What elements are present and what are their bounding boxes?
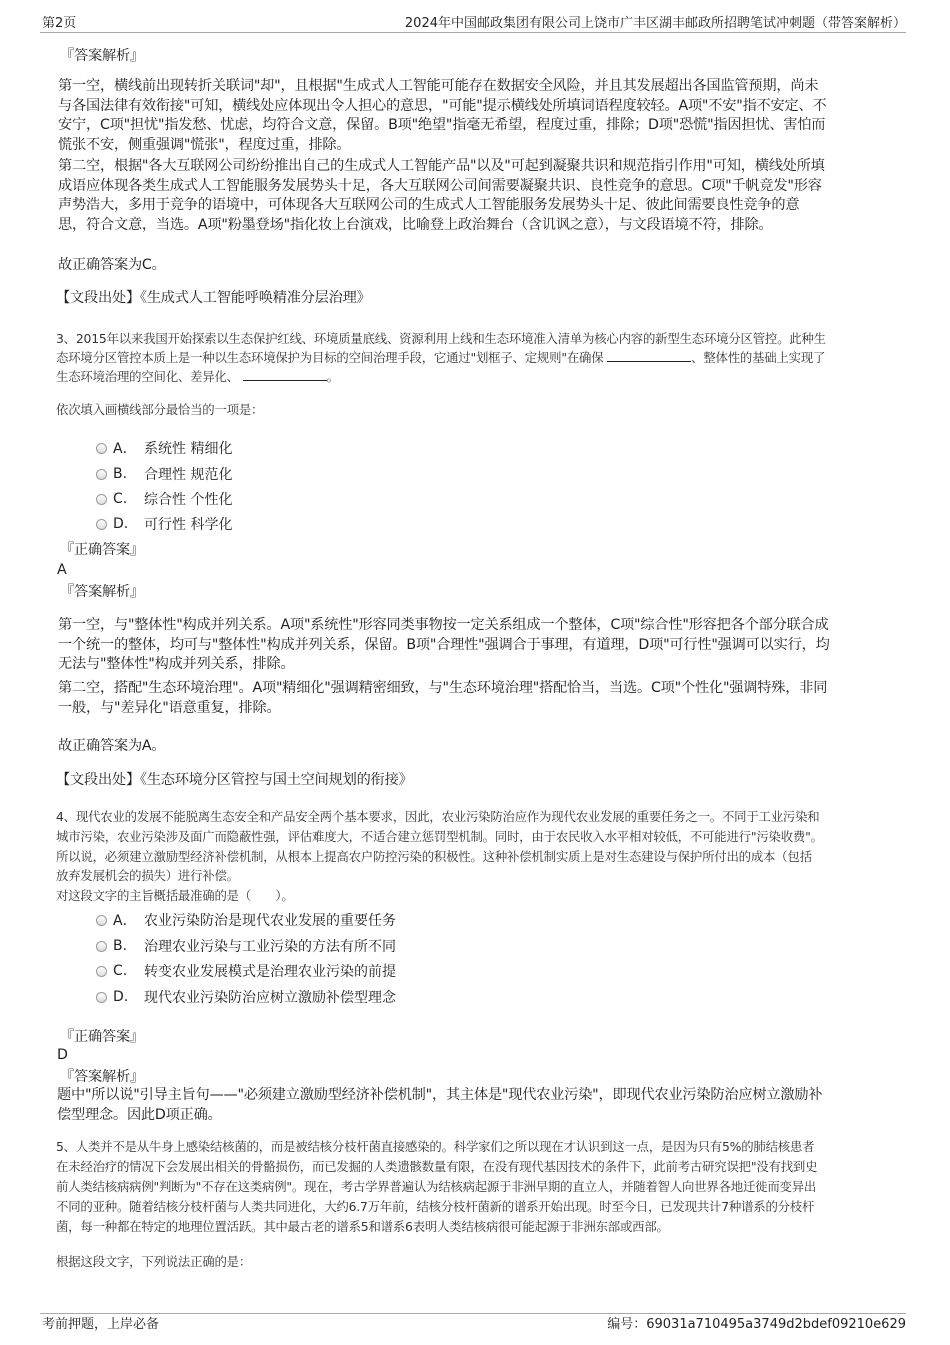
radio-button[interactable] <box>96 494 107 505</box>
stem-line: 、整体性的基础上实现了 <box>691 350 826 366</box>
option-text: 转变农业发展模式是治理农业污染的前提 <box>144 964 396 980</box>
correct-answer: D <box>57 1047 68 1063</box>
analysis-paragraph <box>57 1086 822 1125</box>
footer-slogan: 考前押题，上岸必备 <box>42 1317 160 1332</box>
stem-line: 3、2015年以来我国开始探索以生态保护红线、环境质量底线、资源利用上线和生态环境准入清单为核心内容的新型生态环境分区管控。此种生 <box>56 331 826 346</box>
question-prompt <box>56 1252 251 1271</box>
analysis-paragraph <box>58 679 827 718</box>
source-citation <box>56 771 413 791</box>
text-line: 题中"所以说"引导主旨句——"必须建立激励型经济补偿机制"，其主体是"现代农业污染"，即现代农业污染防治应树立激励补 <box>57 1087 823 1103</box>
page-number: 第2页 <box>42 16 77 31</box>
fill-blank <box>607 349 691 362</box>
text-line: 【文段出处】《生态环境分区管控与国土空间规划的衔接》 <box>56 772 413 788</box>
option-letter: A． <box>113 913 137 929</box>
text-line: 放弃发展机会的损失）进行补偿。 <box>56 868 239 884</box>
fill-blank <box>243 368 327 381</box>
question-stem <box>56 807 823 906</box>
text-line: 故正确答案为A。 <box>58 738 166 754</box>
text-line: 对这段文字的主旨概括最准确的是（ ）。 <box>56 888 294 904</box>
radio-button[interactable] <box>96 992 107 1003</box>
correct-answer: A <box>57 562 67 578</box>
option-letter: D. <box>113 989 129 1005</box>
correct-answer-label: 『正确答案』 <box>60 542 144 558</box>
analysis-label: 『答案解析』 <box>60 48 144 64</box>
option-text: 综合性 个性化 <box>144 492 233 508</box>
text-line: 慌张不安，侧重强调"慌张"，程度过重，排除。 <box>58 136 351 153</box>
text-line: 第二空，根据"各大互联网公司纷纷推出自己的生成式人工智能产品"以及"可起到凝聚共识和规范指引作用"可知，横线处所填 <box>58 158 825 174</box>
source-citation <box>56 289 371 309</box>
question-stem <box>56 329 826 387</box>
option-letter: B. <box>113 466 128 482</box>
text-line: 根据这段文字，下列说法正确的是： <box>56 1254 252 1269</box>
text-line: 声势浩大，多用于竞争的语境中，可体现各大互联网公司的生成式人工智能服务发展势头十足、彼此间需要良性竞争的意 <box>58 197 800 214</box>
radio-button[interactable] <box>96 469 107 480</box>
stem-line: 生态环境治理的空间化、差异化、 <box>56 369 243 385</box>
header-divider <box>40 32 906 33</box>
question-stem <box>56 1137 817 1237</box>
option-text: 合理性 规范化 <box>144 467 233 483</box>
option-b[interactable] <box>96 464 232 484</box>
option-a[interactable] <box>96 438 232 458</box>
option-a[interactable] <box>96 910 396 930</box>
conclusion <box>58 256 166 276</box>
text-line: 思，符合文意，当选。A项"粉墨登场"指化妆上台演戏，比喻登上政治舞台（含讥讽之意），与文段语境不符，排除。 <box>58 216 773 233</box>
text-line: 前人类结核病病例"判断为"不存在这类病例"。现在，考古学界普遍认为结核病起源于非洲早期的直立人，并随着智人向世界各地迁徙而变异出 <box>56 1179 817 1194</box>
option-d[interactable] <box>96 987 396 1007</box>
option-letter: C. <box>113 963 128 979</box>
radio-button[interactable] <box>96 941 107 952</box>
document-title: 2024年中国邮政集团有限公司上饶市广丰区湖丰邮政所招聘笔试冲刺题（带答案解析） <box>404 16 906 31</box>
conclusion <box>58 737 165 757</box>
analysis-paragraph <box>58 616 830 675</box>
option-letter: B. <box>113 938 128 954</box>
text-line: 一般，与"差异化"语意重复，排除。 <box>58 699 281 716</box>
text-line: 一个统一的整体，均可与"整体性"构成并列关系，保留。B项"合理性"强调合于事理，有道理，D项"可行性"强调可以实行，均 <box>58 636 830 653</box>
text-line: 在未经治疗的情况下会发展出相关的骨骼损伤，而已发掘的人类遗骸数量有限，在没有现代基因技术的条件下，此前考古研究误把"没有找到史 <box>56 1159 818 1174</box>
text-line: 安宁，C项"担忧"指发愁、忧虑，均符合文意，保留。B项"绝望"指毫无希望，程度过重，排除；D项"恐慌"指因担忧、害怕而 <box>58 117 826 134</box>
text-line: 不同的亚种。随着结核分枝杆菌与人类共同进化，大约6.7万年前，结核分枝杆菌新的谱系开始出现。时至今日，已发现共计7种谱系的分枝杆 <box>56 1199 815 1214</box>
text-line: 第二空，搭配"生态环境治理"。A项"精细化"强调精密细致，与"生态环境治理"搭配恰当，当选。C项"个性化"强调特殊，非同 <box>58 680 828 696</box>
option-c[interactable] <box>96 489 232 509</box>
text-line: 城市污染，农业污染涉及面广而隐蔽性强，评估难度大，不适合建立惩罚型机制。同时，由于农民收入水平相对较低，不可能进行"污染收费"。 <box>56 828 823 844</box>
stem-line: 。 <box>326 369 339 385</box>
document-id: 编号：69031a710495a3749d2bdef09210e629 <box>607 1317 906 1332</box>
radio-button[interactable] <box>96 915 107 926</box>
analysis-label: 『答案解析』 <box>60 584 144 600</box>
radio-button[interactable] <box>96 519 107 530</box>
option-letter: A． <box>113 441 137 457</box>
analysis-paragraph <box>58 157 825 235</box>
option-text: 农业污染防治是现代农业发展的重要任务 <box>144 913 396 929</box>
option-letter: D. <box>113 516 129 532</box>
text-line: 5、人类并不是从牛身上感染结核菌的，而是被结核分枝杆菌直接感染的。科学家们之所以现在才认识到这一点，是因为只有5%的肺结核患者 <box>56 1139 815 1154</box>
text-line: 与各国法律有效衔接"可知，横线处应体现出令人担心的意思，"可能"提示横线处所填词语程度较轻。A项"不安"指不安定、不 <box>58 97 827 114</box>
option-b[interactable] <box>96 936 396 956</box>
stem-line: 态环境分区管控本质上是一种以生态环境保护为目标的空间治理手段，它通过"划框子、定规则"在确保 <box>56 350 608 366</box>
text-line: 第一空，横线前出现转折关联词"却"，且根据"生成式人工智能可能存在数据安全风险，并且其发展超出各国监管预期，尚未 <box>58 78 819 94</box>
text-line: 所以说，必须建立激励型经济补偿机制，从根本上提高农户防控污染的积极性。这种补偿机制实质上是对生态建设与保护所付出的成本（包括 <box>56 848 812 864</box>
text-line: 菌，每一种都在特定的地理位置活跃。其中最古老的谱系5和谱系6表明人类结核病很可能起源于非洲东部或西部。 <box>56 1219 669 1234</box>
text-line: 【文段出处】《生成式人工智能呼唤精准分层治理》 <box>56 290 371 306</box>
text-line: 成语应体现各类生成式人工智能服务发展势头十足，各大互联网公司间需要凝聚共识、良性竞争的意思。C项"千帆竞发"形容 <box>58 177 822 194</box>
option-c[interactable] <box>96 961 396 981</box>
option-d[interactable] <box>96 514 232 534</box>
option-text: 系统性 精细化 <box>144 441 233 457</box>
option-text: 治理农业污染与工业污染的方法有所不同 <box>144 939 396 955</box>
correct-answer-label: 『正确答案』 <box>60 1029 144 1045</box>
text-line: 偿型理念。因此D项正确。 <box>57 1106 222 1123</box>
text-line: 4、现代农业的发展不能脱离生态安全和产品安全两个基本要求，因此，农业污染防治应作为现代农业发展的重要任务之一。不同于工业污染和 <box>56 809 820 824</box>
option-text: 可行性 科学化 <box>144 517 233 533</box>
text-line: 第一空，与"整体性"构成并列关系。A项"系统性"形容同类事物按一定关系组成一个整体，C项"综合性"形容把各个部分联合成 <box>58 617 829 633</box>
analysis-paragraph <box>58 77 827 155</box>
radio-button[interactable] <box>96 966 107 977</box>
analysis-label: 『答案解析』 <box>60 1069 144 1085</box>
radio-button[interactable] <box>96 443 107 454</box>
option-text: 现代农业污染防治应树立激励补偿型理念 <box>144 990 396 1006</box>
text-line: 故正确答案为C。 <box>58 257 166 273</box>
question-prompt: 依次填入画横线部分最恰当的一项是： <box>56 402 264 417</box>
option-letter: C. <box>113 491 128 507</box>
text-line: 无法与"整体性"构成并列关系，排除。 <box>58 656 295 673</box>
